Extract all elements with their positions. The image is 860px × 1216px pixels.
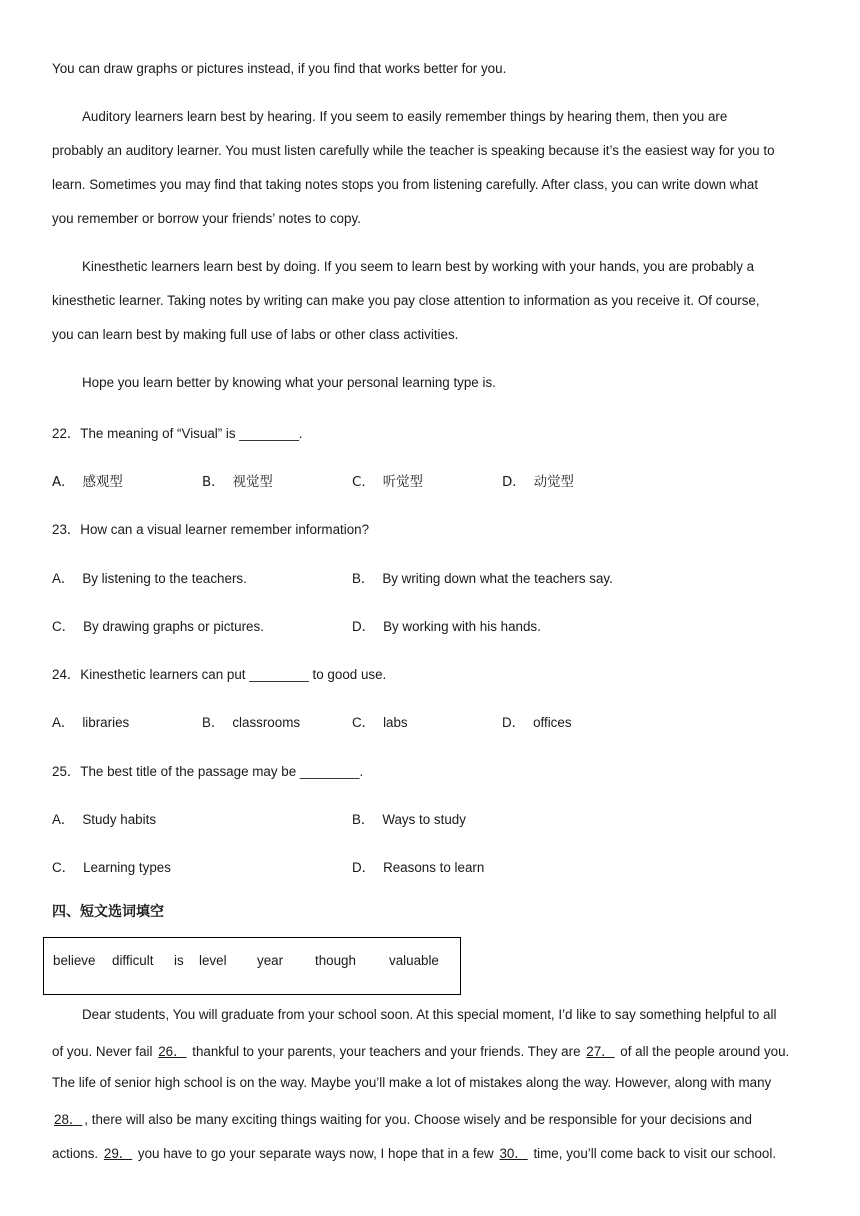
blank-28[interactable]: 28． [54, 1112, 83, 1127]
word-bank-item: difficult [112, 953, 154, 968]
option-c[interactable]: C． labs [352, 715, 408, 730]
cloze-line: Dear students, You will graduate from your school soon. At this special moment, I’d like to say something helpful to all [82, 1007, 777, 1022]
word-bank-item: though [315, 953, 356, 968]
option-b[interactable]: B． Ways to study [352, 812, 466, 827]
word-bank [43, 937, 461, 995]
passage-line: probably an auditory learner. You must listen carefully while the teacher is speaking because it’s the easiest way for you to [52, 143, 775, 158]
blank-30[interactable]: 30． [499, 1146, 528, 1161]
option-d[interactable]: D． Reasons to learn [352, 860, 485, 875]
word-bank-item: is [174, 953, 184, 968]
option-a[interactable]: A． libraries [52, 715, 130, 730]
cloze-line: 28． , there will also be many exciting things waiting for you. Choose wisely and be responsible for your decisions and [54, 1112, 752, 1127]
word-bank-item: year [257, 953, 284, 968]
option-d[interactable]: D． 动觉型 [502, 475, 574, 490]
question-stem: 23．How can a visual learner remember information? [52, 522, 370, 537]
option-c[interactable]: C． 听觉型 [352, 475, 423, 490]
option-a[interactable]: A． 感观型 [52, 475, 123, 490]
passage-line: Hope you learn better by knowing what your personal learning type is. [82, 375, 496, 390]
word-bank-item: level [199, 953, 227, 968]
option-d[interactable]: D． By working with his hands. [352, 619, 541, 634]
question-stem: 25．The best title of the passage may be ________. [52, 764, 364, 779]
passage-line: learn. Sometimes you may find that taking notes stops you from listening carefully. After class, you can write down what [52, 177, 759, 192]
passage-line: kinesthetic learner. Taking notes by writing can make you pay close attention to information as you receive it. Of course, [52, 293, 760, 308]
section-title: 四、短文选词填空 [52, 904, 164, 920]
passage-line: you can learn best by making full use of labs or other class activities. [52, 327, 459, 342]
question-stem: 22．The meaning of “Visual” is ________. [52, 426, 303, 441]
word-bank-item: believe [53, 953, 96, 968]
word-bank-item: valuable [389, 953, 439, 968]
passage-line: you remember or borrow your friends’ notes to copy. [52, 211, 361, 226]
passage-line: Auditory learners learn best by hearing. If you seem to easily remember things by hearing them, then you are [82, 109, 728, 124]
cloze-line: of you. Never fail 26． thankful to your parents, your teachers and your friends. They are 27． of all the people around you. [52, 1044, 790, 1059]
blank-27[interactable]: 27． [586, 1044, 615, 1059]
passage-line: Kinesthetic learners learn best by doing. If you seem to learn best by working with your hands, you are probably a [82, 259, 755, 274]
option-c[interactable]: C． By drawing graphs or pictures. [52, 619, 264, 634]
option-b[interactable]: B． classrooms [202, 715, 301, 730]
blank-26[interactable]: 26． [158, 1044, 187, 1059]
option-b[interactable]: B． 视觉型 [202, 475, 273, 490]
question-stem: 24．Kinesthetic learners can put ________ to good use. [52, 667, 387, 682]
option-d[interactable]: D． offices [502, 715, 572, 730]
option-a[interactable]: A． Study habits [52, 812, 157, 827]
option-a[interactable]: A． By listening to the teachers. [52, 571, 247, 586]
cloze-line: The life of senior high school is on the way. Maybe you’ll make a lot of mistakes along the way. However, along with many [52, 1075, 772, 1090]
blank-29[interactable]: 29． [103, 1146, 133, 1161]
passage-line: You can draw graphs or pictures instead, if you find that works better for you. [52, 61, 507, 76]
option-b[interactable]: B． By writing down what the teachers say. [352, 571, 613, 586]
cloze-line: actions. 29． you have to go your separate ways now, I hope that in a few 30． time, you’ll come back to visit our school. [52, 1146, 777, 1161]
option-c[interactable]: C． Learning types [52, 860, 171, 875]
